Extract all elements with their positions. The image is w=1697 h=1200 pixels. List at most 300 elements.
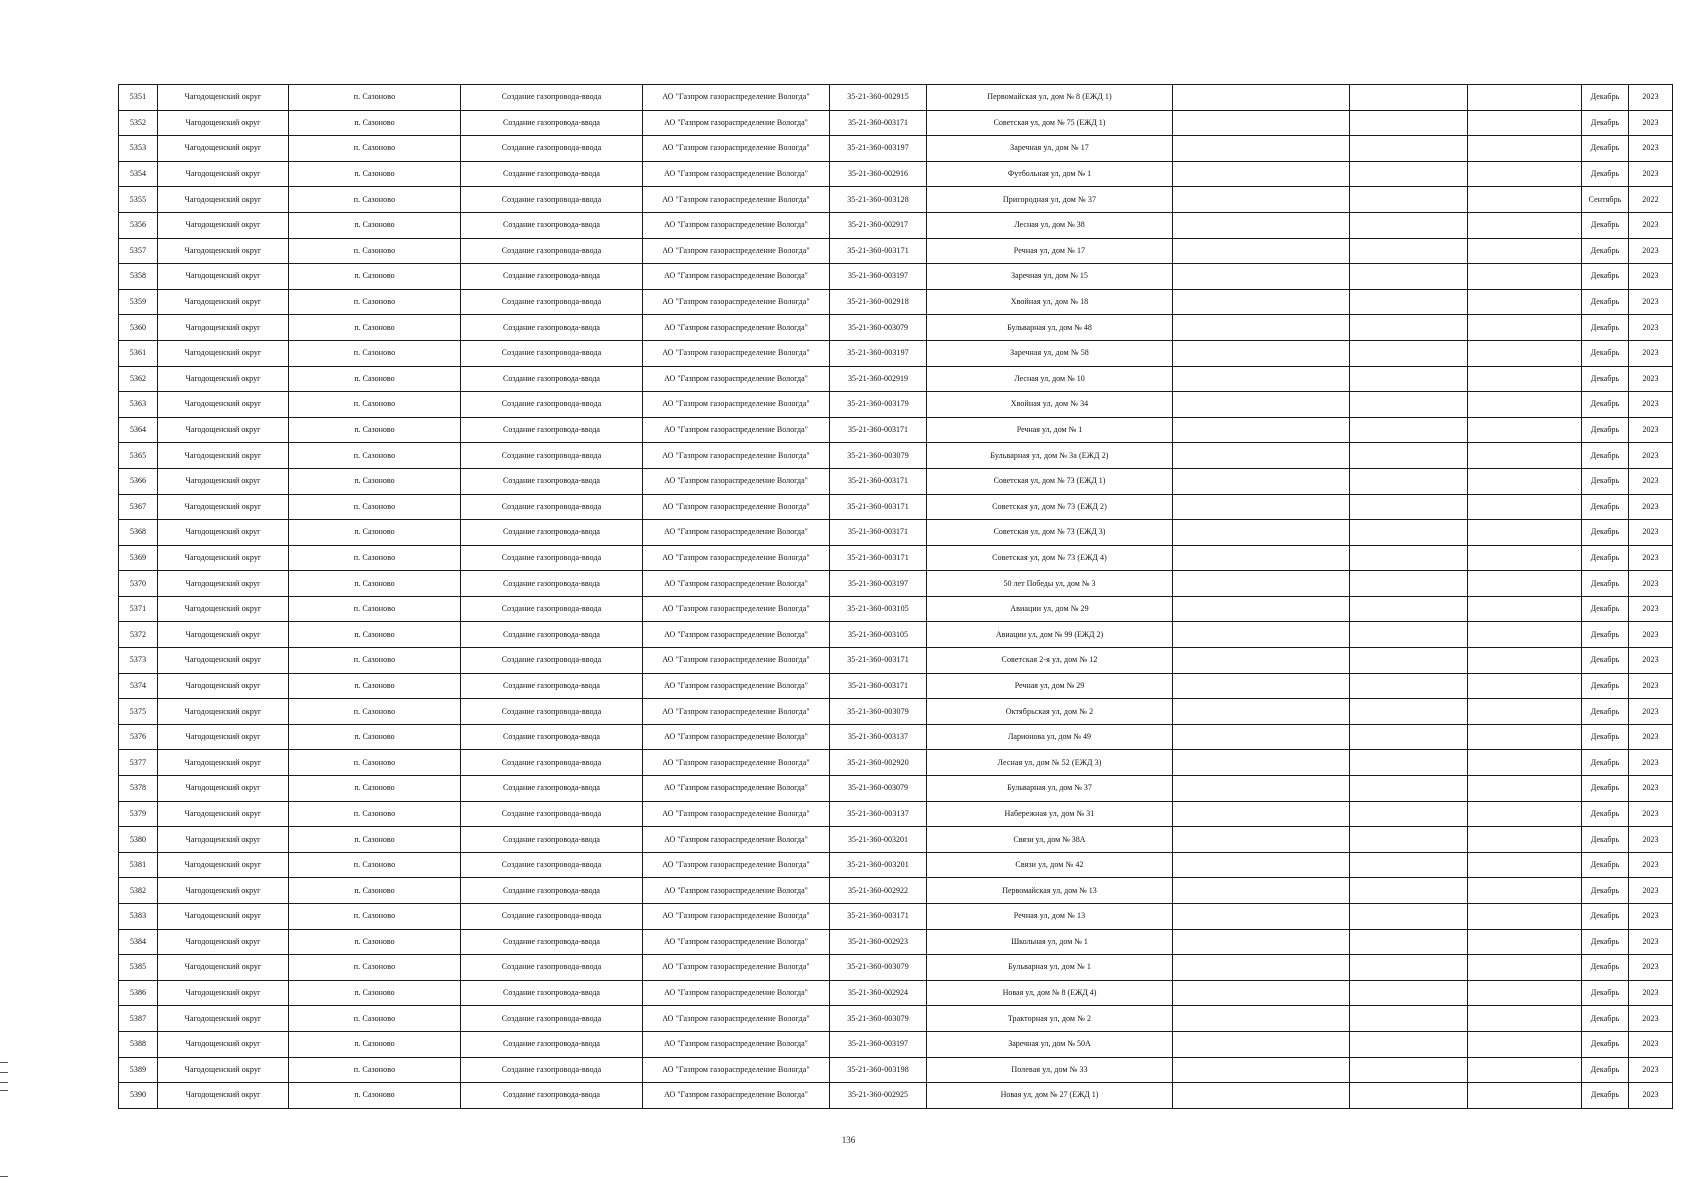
district-cell: Чагодощенский округ (158, 852, 289, 878)
empty-cell (1173, 852, 1350, 878)
empty-cell (1468, 264, 1582, 290)
table-row (119, 596, 1673, 622)
year-cell: 2023 (1629, 827, 1673, 853)
work-type-cell: Создание газопровода-ввода (461, 571, 643, 597)
empty-cell (1173, 187, 1350, 213)
settlement-cell: п. Сазоново (289, 929, 461, 955)
organization-cell: АО "Газпром газораспределение Вологда" (643, 1057, 830, 1083)
organization-cell: АО "Газпром газораспределение Вологда" (643, 852, 830, 878)
row-number-cell: 5360 (119, 315, 158, 341)
cadastral-number-cell: 35-21-360-003137 (830, 724, 927, 750)
address-cell: Пригородная ул, дом № 37 (927, 187, 1173, 213)
organization-cell: АО "Газпром газораспределение Вологда" (643, 571, 830, 597)
empty-cell (1350, 699, 1468, 725)
month-cell: Декабрь (1582, 622, 1629, 648)
organization-cell: АО "Газпром газораспределение Вологда" (643, 494, 830, 520)
work-type-cell: Создание газопровода-ввода (461, 494, 643, 520)
month-cell: Декабрь (1582, 980, 1629, 1006)
table-row (119, 955, 1673, 981)
table-row (119, 929, 1673, 955)
empty-cell (1173, 1083, 1350, 1109)
organization-cell: АО "Газпром газораспределение Вологда" (643, 110, 830, 136)
address-cell: Первомайская ул, дом № 8 (ЕЖД 1) (927, 85, 1173, 111)
row-number-cell: 5386 (119, 980, 158, 1006)
work-type-cell: Создание газопровода-ввода (461, 596, 643, 622)
district-cell: Чагодощенский округ (158, 801, 289, 827)
address-cell: Новая ул, дом № 27 (ЕЖД 1) (927, 1083, 1173, 1109)
settlement-cell: п. Сазоново (289, 110, 461, 136)
district-cell: Чагодощенский округ (158, 85, 289, 111)
settlement-cell: п. Сазоново (289, 724, 461, 750)
empty-cell (1173, 494, 1350, 520)
address-cell: Речная ул, дом № 17 (927, 238, 1173, 264)
work-type-cell: Создание газопровода-ввода (461, 520, 643, 546)
row-number-cell: 5389 (119, 1057, 158, 1083)
organization-cell: АО "Газпром газораспределение Вологда" (643, 1083, 830, 1109)
empty-cell (1468, 212, 1582, 238)
empty-cell (1350, 596, 1468, 622)
table-row (119, 289, 1673, 315)
table-row (119, 1031, 1673, 1057)
work-type-cell: Создание газопровода-ввода (461, 85, 643, 111)
row-number-cell: 5359 (119, 289, 158, 315)
work-type-cell: Создание газопровода-ввода (461, 110, 643, 136)
address-cell: Речная ул, дом № 1 (927, 417, 1173, 443)
empty-cell (1173, 776, 1350, 802)
cadastral-number-cell: 35-21-360-003171 (830, 417, 927, 443)
row-number-cell: 5377 (119, 750, 158, 776)
row-number-cell: 5366 (119, 468, 158, 494)
cadastral-number-cell: 35-21-360-003197 (830, 340, 927, 366)
settlement-cell: п. Сазоново (289, 289, 461, 315)
row-number-cell: 5369 (119, 545, 158, 571)
address-cell: Советская ул, дом № 73 (ЕЖД 3) (927, 520, 1173, 546)
row-number-cell: 5370 (119, 571, 158, 597)
work-type-cell: Создание газопровода-ввода (461, 878, 643, 904)
empty-cell (1468, 648, 1582, 674)
year-cell: 2023 (1629, 110, 1673, 136)
work-type-cell: Создание газопровода-ввода (461, 980, 643, 1006)
empty-cell (1173, 212, 1350, 238)
empty-cell (1173, 724, 1350, 750)
empty-cell (1173, 571, 1350, 597)
district-cell: Чагодощенский округ (158, 545, 289, 571)
empty-cell (1173, 929, 1350, 955)
district-cell: Чагодощенский округ (158, 980, 289, 1006)
row-number-cell: 5363 (119, 392, 158, 418)
year-cell: 2023 (1629, 494, 1673, 520)
empty-cell (1173, 801, 1350, 827)
row-number-cell: 5388 (119, 1031, 158, 1057)
address-cell: Заречная ул, дом № 58 (927, 340, 1173, 366)
year-cell: 2023 (1629, 315, 1673, 341)
empty-cell (1350, 315, 1468, 341)
organization-cell: АО "Газпром газораспределение Вологда" (643, 904, 830, 930)
settlement-cell: п. Сазоново (289, 161, 461, 187)
organization-cell: АО "Газпром газораспределение Вологда" (643, 980, 830, 1006)
month-cell: Декабрь (1582, 238, 1629, 264)
month-cell: Декабрь (1582, 673, 1629, 699)
district-cell: Чагодощенский округ (158, 238, 289, 264)
district-cell: Чагодощенский округ (158, 136, 289, 162)
settlement-cell: п. Сазоново (289, 673, 461, 699)
empty-cell (1173, 392, 1350, 418)
settlement-cell: п. Сазоново (289, 366, 461, 392)
table-row (119, 212, 1673, 238)
year-cell: 2023 (1629, 545, 1673, 571)
empty-cell (1468, 673, 1582, 699)
empty-cell (1350, 417, 1468, 443)
table-row (119, 980, 1673, 1006)
settlement-cell: п. Сазоново (289, 852, 461, 878)
work-type-cell: Создание газопровода-ввода (461, 264, 643, 290)
empty-cell (1468, 750, 1582, 776)
cadastral-number-cell: 35-21-360-003171 (830, 494, 927, 520)
empty-cell (1468, 699, 1582, 725)
empty-cell (1468, 1006, 1582, 1032)
settlement-cell: п. Сазоново (289, 955, 461, 981)
year-cell: 2023 (1629, 136, 1673, 162)
work-type-cell: Создание газопровода-ввода (461, 852, 643, 878)
settlement-cell: п. Сазоново (289, 238, 461, 264)
cadastral-number-cell: 35-21-360-003171 (830, 904, 927, 930)
month-cell: Декабрь (1582, 648, 1629, 674)
empty-cell (1173, 340, 1350, 366)
registry-table (118, 84, 1673, 1109)
table-row (119, 392, 1673, 418)
table-row (119, 776, 1673, 802)
table-row (119, 1083, 1673, 1109)
month-cell: Декабрь (1582, 136, 1629, 162)
district-cell: Чагодощенский округ (158, 264, 289, 290)
year-cell: 2023 (1629, 340, 1673, 366)
empty-cell (1350, 750, 1468, 776)
empty-cell (1173, 468, 1350, 494)
address-cell: Ларионова ул, дом № 49 (927, 724, 1173, 750)
organization-cell: АО "Газпром газораспределение Вологда" (643, 801, 830, 827)
empty-cell (1350, 238, 1468, 264)
work-type-cell: Создание газопровода-ввода (461, 827, 643, 853)
settlement-cell: п. Сазоново (289, 340, 461, 366)
organization-cell: АО "Газпром газораспределение Вологда" (643, 315, 830, 341)
table-row (119, 161, 1673, 187)
empty-cell (1468, 238, 1582, 264)
address-cell: Хвойная ул, дом № 18 (927, 289, 1173, 315)
month-cell: Декабрь (1582, 289, 1629, 315)
empty-cell (1350, 1083, 1468, 1109)
row-number-cell: 5356 (119, 212, 158, 238)
work-type-cell: Создание газопровода-ввода (461, 212, 643, 238)
scan-mark (0, 1082, 8, 1083)
row-number-cell: 5353 (119, 136, 158, 162)
empty-cell (1468, 801, 1582, 827)
month-cell: Декабрь (1582, 750, 1629, 776)
empty-cell (1468, 366, 1582, 392)
row-number-cell: 5352 (119, 110, 158, 136)
empty-cell (1350, 648, 1468, 674)
organization-cell: АО "Газпром газораспределение Вологда" (643, 750, 830, 776)
empty-cell (1350, 852, 1468, 878)
registry-body (119, 85, 1673, 1109)
work-type-cell: Создание газопровода-ввода (461, 468, 643, 494)
month-cell: Декабрь (1582, 571, 1629, 597)
organization-cell: АО "Газпром газораспределение Вологда" (643, 648, 830, 674)
address-cell: Бульварная ул, дом № 37 (927, 776, 1173, 802)
organization-cell: АО "Газпром газораспределение Вологда" (643, 392, 830, 418)
year-cell: 2023 (1629, 1083, 1673, 1109)
table-row (119, 622, 1673, 648)
year-cell: 2023 (1629, 85, 1673, 111)
row-number-cell: 5355 (119, 187, 158, 213)
work-type-cell: Создание газопровода-ввода (461, 801, 643, 827)
empty-cell (1350, 520, 1468, 546)
cadastral-number-cell: 35-21-360-003171 (830, 673, 927, 699)
cadastral-number-cell: 35-21-360-002915 (830, 85, 927, 111)
work-type-cell: Создание газопровода-ввода (461, 392, 643, 418)
organization-cell: АО "Газпром газораспределение Вологда" (643, 238, 830, 264)
address-cell: Школьная ул, дом № 1 (927, 929, 1173, 955)
cadastral-number-cell: 35-21-360-002919 (830, 366, 927, 392)
work-type-cell: Создание газопровода-ввода (461, 904, 643, 930)
month-cell: Декабрь (1582, 1057, 1629, 1083)
cadastral-number-cell: 35-21-360-003198 (830, 1057, 927, 1083)
year-cell: 2023 (1629, 366, 1673, 392)
work-type-cell: Создание газопровода-ввода (461, 1006, 643, 1032)
settlement-cell: п. Сазоново (289, 904, 461, 930)
address-cell: Бульварная ул, дом № 3а (ЕЖД 2) (927, 443, 1173, 469)
row-number-cell: 5376 (119, 724, 158, 750)
empty-cell (1350, 801, 1468, 827)
year-cell: 2023 (1629, 264, 1673, 290)
empty-cell (1173, 904, 1350, 930)
district-cell: Чагодощенский округ (158, 1031, 289, 1057)
settlement-cell: п. Сазоново (289, 776, 461, 802)
district-cell: Чагодощенский округ (158, 878, 289, 904)
table-row (119, 238, 1673, 264)
table-row (119, 827, 1673, 853)
year-cell: 2023 (1629, 161, 1673, 187)
table-row (119, 468, 1673, 494)
year-cell: 2023 (1629, 596, 1673, 622)
district-cell: Чагодощенский округ (158, 955, 289, 981)
work-type-cell: Создание газопровода-ввода (461, 136, 643, 162)
month-cell: Декабрь (1582, 596, 1629, 622)
cadastral-number-cell: 35-21-360-003197 (830, 571, 927, 597)
empty-cell (1350, 187, 1468, 213)
address-cell: Набережная ул, дом № 31 (927, 801, 1173, 827)
year-cell: 2023 (1629, 801, 1673, 827)
month-cell: Декабрь (1582, 366, 1629, 392)
settlement-cell: п. Сазоново (289, 622, 461, 648)
work-type-cell: Создание газопровода-ввода (461, 1031, 643, 1057)
table-row (119, 494, 1673, 520)
district-cell: Чагодощенский округ (158, 468, 289, 494)
empty-cell (1468, 494, 1582, 520)
year-cell: 2023 (1629, 750, 1673, 776)
row-number-cell: 5390 (119, 1083, 158, 1109)
cadastral-number-cell: 35-21-360-002924 (830, 980, 927, 1006)
work-type-cell: Создание газопровода-ввода (461, 648, 643, 674)
empty-cell (1173, 699, 1350, 725)
empty-cell (1468, 596, 1582, 622)
district-cell: Чагодощенский округ (158, 1057, 289, 1083)
cadastral-number-cell: 35-21-360-003171 (830, 468, 927, 494)
cadastral-number-cell: 35-21-360-003079 (830, 1006, 927, 1032)
empty-cell (1350, 1031, 1468, 1057)
address-cell: Заречная ул, дом № 15 (927, 264, 1173, 290)
empty-cell (1350, 878, 1468, 904)
table-row (119, 315, 1673, 341)
district-cell: Чагодощенский округ (158, 1006, 289, 1032)
row-number-cell: 5365 (119, 443, 158, 469)
settlement-cell: п. Сазоново (289, 545, 461, 571)
empty-cell (1468, 289, 1582, 315)
year-cell: 2023 (1629, 238, 1673, 264)
month-cell: Декабрь (1582, 929, 1629, 955)
month-cell: Декабрь (1582, 776, 1629, 802)
empty-cell (1173, 443, 1350, 469)
empty-cell (1350, 340, 1468, 366)
empty-cell (1173, 110, 1350, 136)
work-type-cell: Создание газопровода-ввода (461, 673, 643, 699)
month-cell: Декабрь (1582, 520, 1629, 546)
cadastral-number-cell: 35-21-360-003079 (830, 955, 927, 981)
empty-cell (1350, 827, 1468, 853)
month-cell: Декабрь (1582, 724, 1629, 750)
district-cell: Чагодощенский округ (158, 596, 289, 622)
address-cell: Тракторная ул, дом № 2 (927, 1006, 1173, 1032)
table-row (119, 673, 1673, 699)
organization-cell: АО "Газпром газораспределение Вологда" (643, 520, 830, 546)
empty-cell (1468, 85, 1582, 111)
empty-cell (1173, 1031, 1350, 1057)
settlement-cell: п. Сазоново (289, 85, 461, 111)
empty-cell (1468, 392, 1582, 418)
empty-cell (1173, 161, 1350, 187)
empty-cell (1350, 289, 1468, 315)
empty-cell (1350, 622, 1468, 648)
organization-cell: АО "Газпром газораспределение Вологда" (643, 827, 830, 853)
empty-cell (1173, 750, 1350, 776)
empty-cell (1350, 85, 1468, 111)
district-cell: Чагодощенский округ (158, 904, 289, 930)
table-row (119, 852, 1673, 878)
empty-cell (1350, 955, 1468, 981)
month-cell: Декабрь (1582, 699, 1629, 725)
settlement-cell: п. Сазоново (289, 571, 461, 597)
organization-cell: АО "Газпром газораспределение Вологда" (643, 929, 830, 955)
cadastral-number-cell: 35-21-360-003079 (830, 443, 927, 469)
empty-cell (1350, 545, 1468, 571)
empty-cell (1468, 1083, 1582, 1109)
cadastral-number-cell: 35-21-360-003171 (830, 110, 927, 136)
organization-cell: АО "Газпром газораспределение Вологда" (643, 673, 830, 699)
organization-cell: АО "Газпром газораспределение Вологда" (643, 724, 830, 750)
district-cell: Чагодощенский округ (158, 443, 289, 469)
empty-cell (1173, 596, 1350, 622)
table-row (119, 1006, 1673, 1032)
address-cell: Лесная ул, дом № 52 (ЕЖД 3) (927, 750, 1173, 776)
cadastral-number-cell: 35-21-360-003197 (830, 136, 927, 162)
empty-cell (1173, 417, 1350, 443)
table-row (119, 136, 1673, 162)
row-number-cell: 5383 (119, 904, 158, 930)
empty-cell (1350, 724, 1468, 750)
row-number-cell: 5364 (119, 417, 158, 443)
cadastral-number-cell: 35-21-360-003105 (830, 622, 927, 648)
address-cell: Речная ул, дом № 29 (927, 673, 1173, 699)
table-row (119, 85, 1673, 111)
cadastral-number-cell: 35-21-360-002923 (830, 929, 927, 955)
month-cell: Декабрь (1582, 955, 1629, 981)
year-cell: 2023 (1629, 443, 1673, 469)
empty-cell (1173, 827, 1350, 853)
district-cell: Чагодощенский округ (158, 699, 289, 725)
empty-cell (1468, 929, 1582, 955)
empty-cell (1173, 136, 1350, 162)
settlement-cell: п. Сазоново (289, 417, 461, 443)
address-cell: Хвойная ул, дом № 34 (927, 392, 1173, 418)
district-cell: Чагодощенский округ (158, 366, 289, 392)
district-cell: Чагодощенский округ (158, 827, 289, 853)
cadastral-number-cell: 35-21-360-003171 (830, 648, 927, 674)
settlement-cell: п. Сазоново (289, 520, 461, 546)
year-cell: 2023 (1629, 571, 1673, 597)
year-cell: 2023 (1629, 904, 1673, 930)
cadastral-number-cell: 35-21-360-003197 (830, 1031, 927, 1057)
organization-cell: АО "Газпром газораспределение Вологда" (643, 955, 830, 981)
empty-cell (1350, 264, 1468, 290)
year-cell: 2023 (1629, 520, 1673, 546)
month-cell: Декабрь (1582, 264, 1629, 290)
settlement-cell: п. Сазоново (289, 264, 461, 290)
address-cell: Советская ул, дом № 73 (ЕЖД 2) (927, 494, 1173, 520)
cadastral-number-cell: 35-21-360-003105 (830, 596, 927, 622)
address-cell: Советская ул, дом № 73 (ЕЖД 1) (927, 468, 1173, 494)
address-cell: Первомайская ул, дом № 13 (927, 878, 1173, 904)
organization-cell: АО "Газпром газораспределение Вологда" (643, 545, 830, 571)
table-row (119, 340, 1673, 366)
address-cell: Авиации ул, дом № 29 (927, 596, 1173, 622)
organization-cell: АО "Газпром газораспределение Вологда" (643, 878, 830, 904)
empty-cell (1468, 161, 1582, 187)
month-cell: Сентябрь (1582, 187, 1629, 213)
district-cell: Чагодощенский округ (158, 417, 289, 443)
row-number-cell: 5375 (119, 699, 158, 725)
empty-cell (1468, 468, 1582, 494)
work-type-cell: Создание газопровода-ввода (461, 1057, 643, 1083)
work-type-cell: Создание газопровода-ввода (461, 340, 643, 366)
work-type-cell: Создание газопровода-ввода (461, 750, 643, 776)
district-cell: Чагодощенский округ (158, 520, 289, 546)
table-row (119, 904, 1673, 930)
page-number: 136 (841, 1135, 856, 1145)
district-cell: Чагодощенский округ (158, 648, 289, 674)
organization-cell: АО "Газпром газораспределение Вологда" (643, 340, 830, 366)
year-cell: 2023 (1629, 622, 1673, 648)
district-cell: Чагодощенский округ (158, 187, 289, 213)
cadastral-number-cell: 35-21-360-002917 (830, 212, 927, 238)
empty-cell (1350, 904, 1468, 930)
district-cell: Чагодощенский округ (158, 776, 289, 802)
address-cell: Советская ул, дом № 75 (ЕЖД 1) (927, 110, 1173, 136)
address-cell: Заречная ул, дом № 17 (927, 136, 1173, 162)
row-number-cell: 5362 (119, 366, 158, 392)
organization-cell: АО "Газпром газораспределение Вологда" (643, 596, 830, 622)
organization-cell: АО "Газпром газораспределение Вологда" (643, 776, 830, 802)
address-cell: Речная ул, дом № 13 (927, 904, 1173, 930)
year-cell: 2023 (1629, 980, 1673, 1006)
